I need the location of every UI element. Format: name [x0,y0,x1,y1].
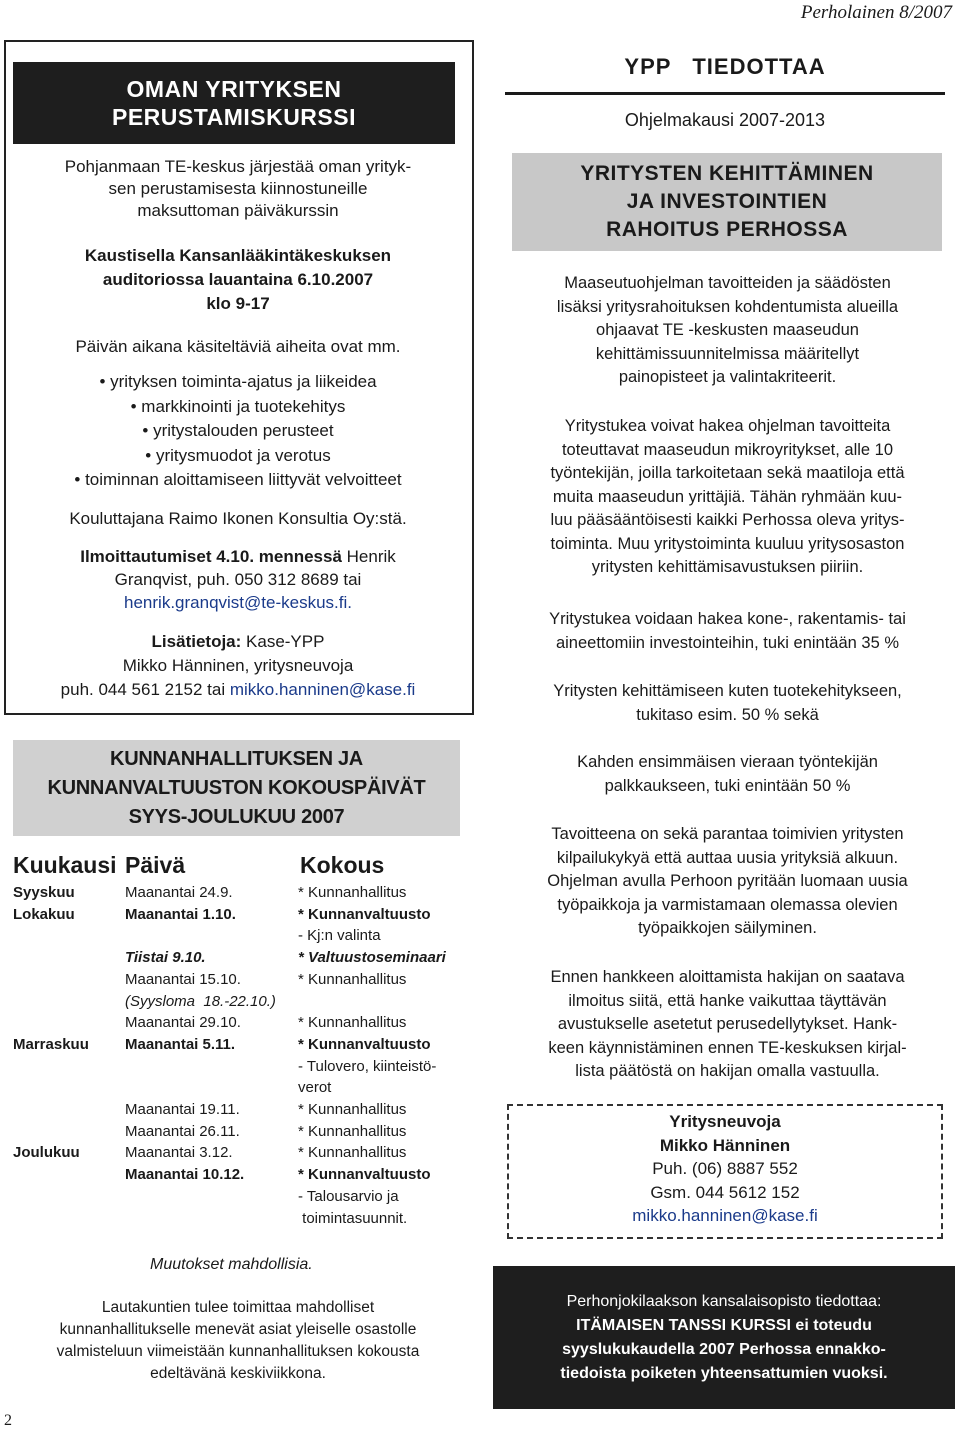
schedule-meeting-cell: toimintasuunnit. [298,1210,408,1227]
notice-line: tiedoista poiketen yhteensattumien vuoksi. [560,1364,888,1382]
registration-email-link[interactable]: henrik.granqvist@te-keskus.fi. [124,593,352,612]
schedule-day-cell: Maanantai 26.11. [125,1123,240,1140]
funding-heading-box [512,153,942,251]
ypp-subtitle: Ohjelmakausi 2007-2013 [624,110,826,130]
heading-line: YRITYSTEN KEHITTÄMINEN [580,162,874,185]
paragraph-6 [510,823,945,941]
text-line: auditoriossa lauantaina 6.10.2007 [102,270,374,289]
schedule-day-cell [125,1208,300,1230]
column-header-day: Päivä [125,852,186,878]
text-line: maksuttoman päiväkurssin [137,201,339,220]
page-number: 2 [4,1412,12,1429]
schedule-month-cell: Joulukuu [13,1144,80,1161]
text-line: Ohjelman avulla Perhoon pyritään luomaan uusia [547,872,908,890]
course-title [13,62,455,144]
schedule-month-cell: Syyskuu [13,884,75,901]
topic-item: • markkinointi ja tuotekehitys [130,396,346,416]
schedule-month-cell [13,1164,123,1186]
schedule-day-cell [125,1186,300,1208]
text-line: klo 9-17 [206,294,270,313]
text-line: aineettomiin investointeihin, tuki enintään 35 % [555,633,900,652]
info-org: Kase-YPP [241,632,325,651]
schedule-month-cell [13,1012,123,1034]
schedule-meeting-cell: verot [298,1079,332,1096]
text-line: muita maaseudun yrittäjiä. Tähän ryhmään kuu- [552,487,903,506]
text-line: Yritysten kehittämiseen kuten tuotekehitykseen, [553,682,902,700]
paragraph-4 [510,680,945,727]
schedule-title-line: KUNNANVALTUUSTON KOKOUSPÄIVÄT [47,776,426,799]
registration-line [18,545,458,568]
more-info [18,630,458,702]
registration [18,545,458,614]
text-line: yritysten kehittämisavustuksen piiriin. [591,558,864,576]
text-line: toteuttavat maaseudun mikroyritykset, alle 10 [561,440,894,459]
schedule-meeting-cell: - Talousarvio ja [298,1188,399,1205]
schedule-meeting-cell: * Kunnanhallitus [298,1014,407,1031]
contact-email-link[interactable]: mikko.hanninen@kase.fi [632,1206,818,1225]
text-line: avustukselle asetetut perusedellytykset. Hank- [557,1015,898,1033]
schedule-day-cell: Maanantai 24.9. [125,884,233,901]
text-line: valmisteluun viimeistään kunnanhallituksen kokousta [56,1343,420,1360]
schedule-month-cell [13,1077,123,1099]
publication-label: Perholainen 8/2007 [800,2,952,23]
schedule-day-cell: Maanantai 3.12. [125,1144,233,1161]
text-line: painopisteet ja valintakriteerit. [618,368,837,386]
schedule-month-cell [13,969,123,991]
text-line: toiminta. Muu yritystoiminta kuuluu yritysosaston [550,534,905,553]
registration-deadline: Ilmoittautumiset 4.10. mennessä [80,547,342,566]
schedule-title [13,740,460,836]
schedule-day-cell: Maanantai 1.10. [125,906,236,923]
text-line: työpaikkoja ja varmistamaan olemassa olevien [557,895,898,914]
schedule-month-cell [13,1186,123,1208]
schedule-day-cell: Maanantai 5.11. [125,1036,236,1053]
schedule-meeting-cell: * Valtuustoseminaari [298,949,446,966]
title-divider [505,92,945,95]
notice-line: syyslukukaudella 2007 Perhossa ennakko- [562,1340,886,1358]
course-title-line: OMAN YRITYKSEN [126,76,342,102]
heading-line: RAHOITUS PERHOSSA [606,218,848,241]
contact-name: Mikko Hänninen [659,1135,791,1155]
schedule-month-cell [13,991,123,1013]
course-title-line: PERUSTAMISKURSSI [112,104,356,130]
schedule-day-cell: (Syysloma 18.-22.10.) [125,993,276,1010]
schedule-meeting-cell [298,991,468,1013]
schedule-day-cell: Maanantai 10.12. [125,1166,245,1183]
notice-box [493,1266,955,1409]
text-line: Ennen hankkeen aloittamista hakijan on saatava [550,968,905,986]
text-line: Lautakuntien tulee toimittaa mahdolliset [101,1299,375,1316]
text-line: Yritystukea voidaan hakea kone-, rakentamis- tai [549,610,906,628]
topic-item: • yritysmuodot ja verotus [145,445,331,465]
schedule-meeting-cell: * Kunnanhallitus [298,884,407,901]
text-line: tukitaso esim. 50 % sekä [636,705,819,724]
paragraph-5 [510,751,945,798]
topic-item: • yritystalouden perusteet [142,421,334,440]
schedule-month-cell [13,925,123,947]
text-line: lisäksi yritysrahoituksen kohdentumista alueilla [556,297,899,316]
contact-details [507,1110,943,1228]
schedule-meeting-cell: * Kunnanvaltuusto [298,1036,431,1053]
topic-item: • yrityksen toiminta-ajatus ja liikeidea [99,372,377,391]
text-line: kehittämissuunnitelmissa määritellyt [595,344,860,363]
text-line: työpaikkojen säilyminen. [638,919,817,937]
schedule-meeting-cell: * Kunnanvaltuusto [298,1166,431,1183]
schedule-month-cell: Marraskuu [13,1036,89,1053]
course-intro [18,156,458,222]
text-line: luu pääsääntöisesti kaikki Perhossa oleva yritys- [550,511,905,529]
text-line: lista päätöstä on hakijan omalla vastuulla. [575,1062,880,1080]
text-line: Kahden ensimmäisen vieraan työntekijän [577,753,878,771]
text-line: Kaustisella Kansanlääkintäkeskuksen [84,246,392,265]
changes-note: Muutokset mahdollisia. [150,1256,313,1273]
text-line: kunnanhallitukselle menevät asiat yleiselle osastolle [59,1321,417,1338]
schedule-meeting-cell: - Tulovero, kiinteistö- [298,1058,437,1075]
schedule-title-line: KUNNANHALLITUKSEN JA [110,747,363,770]
course-venue [18,244,458,316]
topic-item: • toiminnan aloittamiseen liittyvät velvoitteet [74,470,402,489]
schedule-title-line: SYYS-JOULUKUU 2007 [128,805,345,828]
schedule-month-cell [13,1121,123,1143]
paragraph-2 [510,415,945,580]
footer-note [18,1297,458,1385]
schedule-day-cell: Maanantai 29.10. [125,1014,241,1031]
schedule-day-cell [125,925,300,947]
column-header-meeting: Kokous [300,852,385,878]
contact-mobile: Gsm. 044 5612 152 [650,1182,800,1202]
text-line: edeltävänä keskiviikkona. [150,1365,326,1382]
text-line: työntekijän, joilla tarkoitetaan sekä maatiloja että [550,464,905,482]
schedule-month-cell [13,1208,123,1230]
info-line [18,630,458,654]
schedule-day-cell: Tiistai 9.10. [125,949,206,966]
text-line: Pohjanmaan TE-keskus järjestää oman yrityk- [64,157,412,176]
topics-list [18,370,458,493]
info-person: Mikko Hänninen, yritysneuvoja [122,656,354,675]
contact-role: Yritysneuvoja [669,1112,781,1131]
schedule-month-cell [13,1056,123,1078]
paragraph-7 [510,966,945,1084]
registration-name: Henrik [341,547,396,566]
schedule-meeting-cell: * Kunnanvaltuusto [298,906,431,923]
info-phone: puh. 044 561 2152 tai [60,680,230,699]
text-line: palkkaukseen, tuki enintään 50 % [604,776,851,795]
schedule-month-cell [13,1099,123,1121]
schedule-day-cell [125,1077,300,1099]
contact-phone: Puh. (06) 8887 552 [652,1159,798,1178]
text-line: sen perustamisesta kiinnostuneille [108,179,368,198]
ypp-title: YPP TIEDOTTAA [624,54,826,79]
schedule-meeting-cell: * Kunnanhallitus [298,1123,407,1140]
schedule-day-cell [125,1056,300,1078]
registration-line: Granqvist, puh. 050 312 8689 tai [114,570,362,589]
schedule-day-cell: Maanantai 15.10. [125,971,241,988]
text-line: ohjaavat TE -keskusten maaseudun [596,321,859,339]
text-line: ilmoitus siitä, että hanke vaikuttaa täyttävän [568,991,887,1010]
schedule-month-cell [13,947,123,969]
schedule-day-cell: Maanantai 19.11. [125,1101,240,1118]
text-line: keen käynnistäminen ennen TE-keskuksen kirjal- [548,1038,907,1057]
info-label: Lisätietoja: [151,632,242,651]
text-line: kilpailukykyä että auttaa uusia yrityksiä alkuun. [556,848,899,867]
notice-line: ITÄMAISEN TANSSI KURSSI ei toteudu [576,1316,872,1334]
notice-line: Perhonjokilaakson kansalaisopisto tiedottaa: [566,1292,882,1310]
schedule-meeting-cell: * Kunnanhallitus [298,1101,407,1118]
text-line: Maaseutuohjelman tavoitteiden ja säädösten [564,274,891,292]
topics-intro: Päivän aikana käsiteltäviä aiheita ovat mm. [75,337,401,356]
trainer-line: Kouluttajana Raimo Ikonen Konsultia Oy:stä. [69,509,407,528]
text-line: Tavoitteena on sekä parantaa toimivien yritysten [551,825,904,843]
column-header-month: Kuukausi [13,852,117,878]
schedule-meeting-cell: * Kunnanhallitus [298,1144,407,1161]
schedule-meeting-cell: - Kj:n valinta [298,927,381,944]
schedule-meeting-cell: * Kunnanhallitus [298,971,407,988]
paragraph-3 [510,608,945,655]
info-email-link[interactable]: mikko.hanninen@kase.fi [229,680,416,699]
paragraph-1 [510,272,945,390]
schedule-month-cell: Lokakuu [13,906,75,923]
info-line [18,678,458,702]
heading-line: JA INVESTOINTIEN [626,190,828,213]
text-line: Yritystukea voivat hakea ohjelman tavoitteita [564,417,891,435]
